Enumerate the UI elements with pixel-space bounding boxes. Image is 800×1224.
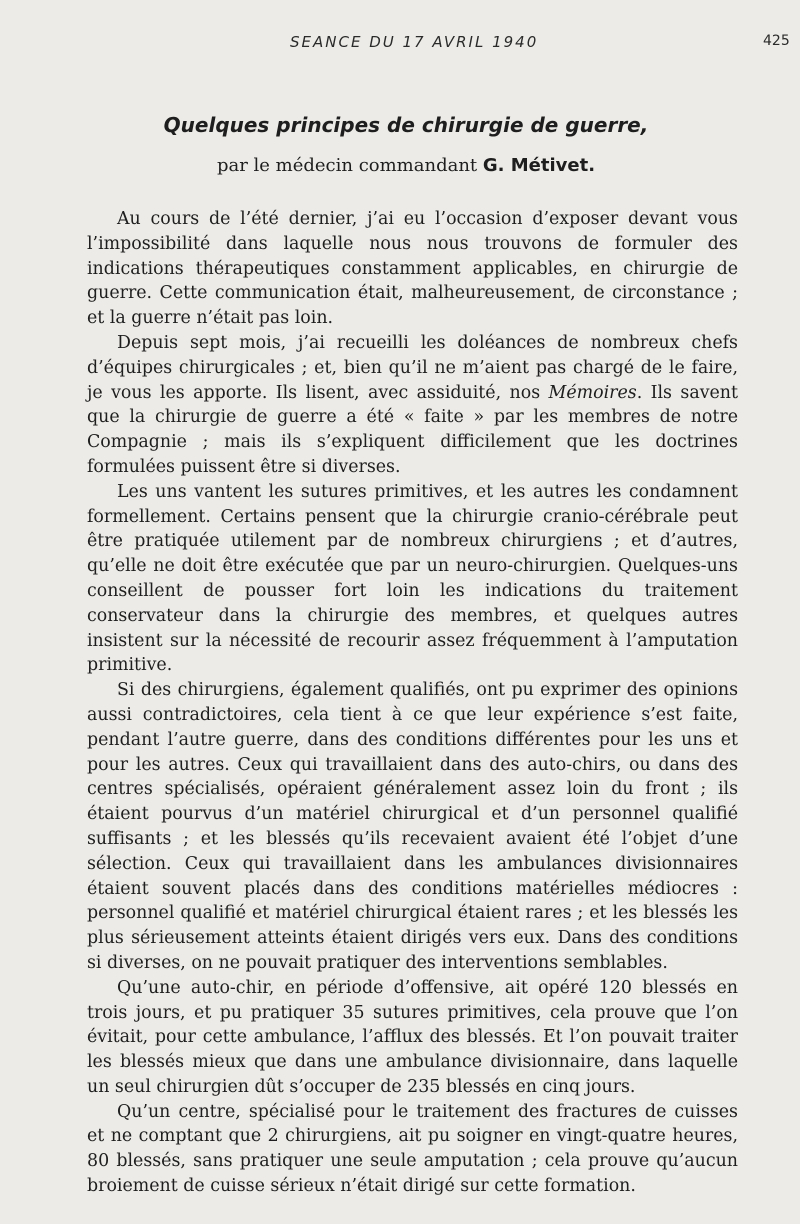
article-body [87,207,738,1199]
paragraph-6: Qu’un centre, spécialisé pour le traitement des fractures de cuisses et ne comptant que 2 chirurgiens, ait pu soigner en vingt-quatre heures, 80 blessés, sans pratiquer une seule amputation ; cela prouve qu’aucun broiement de cuisse sérieux n’était dirigé sur cette formation. [87,1101,738,1197]
paragraph-3: Les uns vantent les sutures primitives, et les autres les condamnent formellement. Certains pensent que la chirurgie cranio-cérébrale peut être pratiquée utilement par de nombreux chirurgiens ; et d’autres, qu’elle ne doit être exécutée que par un neuro-chirurgien. Quelques-uns conseillent de pousser fort loin les indications du traitement conservateur dans la chirurgie des membres, et quelques autres insistent sur la nécessité de recourir assez fréquemment à l’amputation primitive. [87,481,738,676]
memoires-italic: Mémoires [548,382,637,403]
page-number: 425 [763,33,790,49]
paragraph-4: Si des chirurgiens, également qualifiés, ont pu exprimer des opinions aussi contradictoires, cela tient à ce que leur expérience s’est faite, pendant l’autre guerre, dans des conditions différentes pour les uns et pour les autres. Ceux qui travaillaient dans des auto-chirs, ou dans des centres spécialisés, opéraient généralement assez loin du front ; ils étaient pourvus d’un matériel chirurgical et d’un personnel qualifié suffisants ; et les blessés qu’ils recevaient avaient été l’objet d’une sélection. Ceux qui travaillaient dans les ambulances divisionnaires étaient souvent placés dans des conditions matérielles médiocres : personnel qualifié et matériel chirurgical étaient rares ; et les blessés les plus sérieusement atteints étaient dirigés vers eux. Dans des conditions si diverses, on ne pouvait pratiquer des interventions semblables. [87,680,738,973]
running-header [0,33,800,55]
paragraph-2-end: . Ils savent que la chirurgie de guerre a été « faite » par les membres de notre Compagnie ; mais ils s’expliquent difficilement que les doctrines formulées puissent être si diverses. [87,382,738,477]
article-title: Quelques principes de chirurgie de guerre, [163,113,649,137]
byline-prefix: par le médecin commandant [216,155,483,176]
paragraph-1: Au cours de l’été dernier, j’ai eu l’occasion d’exposer devant vous l’impossibilité dans laquelle nous nous trouvons de formuler des indications thérapeutiques constamment applicables, en chirurgie de guerre. Cette communication était, malheureusement, de circonstance ; et la guerre n’était pas loin. [87,209,738,329]
byline [0,155,800,176]
paragraph-2-start: Depuis sept mois, j’ai recueilli les doléances de nombreux chefs d’équipes chirurgicales ; et, bien qu’il ne m’aient pas chargé de le faire, je vous les apporte. Ils lisent, avec assiduité, nos [87,332,738,403]
paragraph-2 [87,331,738,480]
author-name: G. Métivet. [482,155,596,176]
running-title: SEANCE DU 17 AVRIL 1940 [290,33,539,51]
paragraph-5: Qu’une auto-chir, en période d’offensive, ait opéré 120 blessés en trois jours, et pu pratiquer 35 sutures primitives, cela prouve que l’on évitait, pour cette ambulance, l’afflux des blessés. Et l’on pouvait traiter les blessés mieux que dans une ambulance divisionnaire, dans laquelle un seul chirurgien dût s’occuper de 235 blessés en cinq jours. [87,977,738,1097]
